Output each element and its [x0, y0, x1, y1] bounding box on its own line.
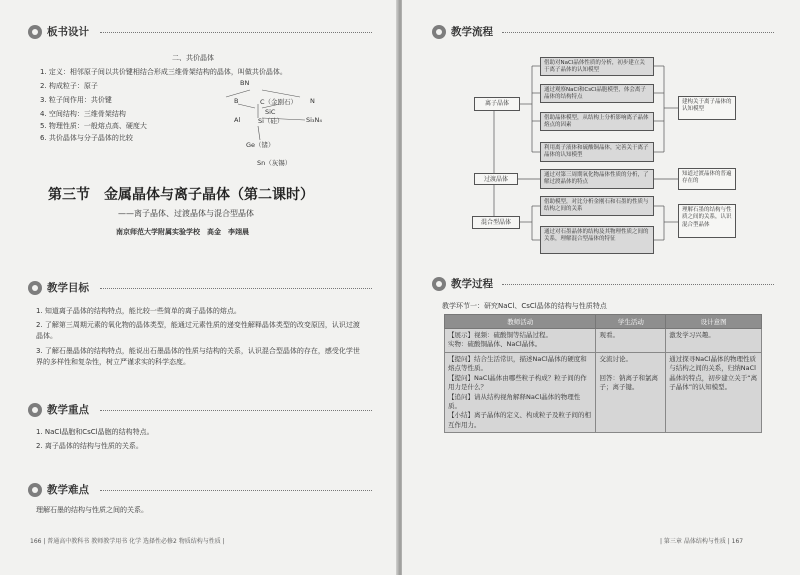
cell-student: 观看。 [596, 329, 666, 353]
diagram-al: Al [234, 116, 241, 124]
board-design-heading: 板书设计 [28, 24, 89, 39]
flow-step: 借助模型，对比分析金刚石和石墨的性质与结构之间的关系 [540, 196, 654, 216]
board-item: 3. 粒子间作用：共价键 [40, 96, 112, 104]
diagram-b: B [234, 97, 239, 105]
key-point: 1. NaCl晶胞和CsCl晶胞的结构特点。 [36, 428, 154, 436]
board-item: 5. 物理性质：一般熔点高、硬度大 [40, 122, 147, 130]
board-title: 二、共价晶体 [172, 54, 214, 62]
process-table [444, 314, 762, 433]
section-icon [28, 483, 42, 497]
divider [100, 410, 372, 411]
section-icon [28, 403, 42, 417]
header-teacher: 教师活动 [445, 315, 596, 329]
flow-step: 通过观察NaCl和CsCl晶胞模型，体会离子晶体的结构特点 [540, 84, 654, 103]
diagram-si: Si（硅） [258, 117, 284, 125]
diagram-bn: BN [240, 79, 250, 87]
flow-node-ionic: 离子晶体 [474, 97, 520, 111]
goal-item: 2. 了解第三周期元素的氧化物的晶体类型，能通过元素性质的递变性解释晶体类型的改变原因，认识过渡晶体。 [36, 321, 360, 341]
goal-item: 3. 了解石墨晶体的结构特点，能说出石墨晶体的性质与结构的关系，认识混合型晶体的存在，感受化学世界的多样性和复杂性，树立严谨求实的科学态度。 [36, 347, 360, 367]
table-row [445, 352, 762, 432]
flow-step: 通过对石墨晶体的结构及其物理性质之间的关系，理解混合型晶体的特征 [540, 226, 654, 254]
table-row [445, 329, 762, 353]
left-page [0, 0, 398, 575]
section-icon [28, 281, 42, 295]
diagram-n: N [310, 97, 315, 105]
header-intent: 设计意图 [666, 315, 762, 329]
diagram-sn: Sn（灰锡） [257, 159, 292, 167]
key-point: 2. 离子晶体的结构与性质的关系。 [36, 442, 143, 450]
process-caption: 教学环节一：研究NaCl、CsCl晶体的结构与性质特点 [442, 302, 607, 310]
diagram-c: C（金刚石） [260, 98, 298, 106]
difficulty-heading: 教学难点 [28, 482, 89, 497]
board-item: 4. 空间结构：三维骨架结构 [40, 110, 126, 118]
goal-item: 1. 知道离子晶体的结构特点，能比较一些简单的离子晶体的熔点。 [36, 307, 241, 315]
left-footer: 166 | 普通高中教科书 教师教学用书 化学 选择性必修2 物质结构与性质 | [30, 538, 225, 545]
cell-student: 交流讨论。 回答：钠离子和氯离子；离子键。 [596, 352, 666, 432]
cell-teacher: 【提问】结合生活常识，描述NaCl晶体的硬度和熔点等性质。 【提问】NaCl晶体由哪些粒子构成？粒子间的作用力是什么？ 【追问】请从结构视角解释NaCl晶体的物理性质。 【小结】离子晶体的定义、构成粒子及粒子间的相互作用力。 [445, 352, 596, 432]
goals-heading: 教学目标 [28, 280, 89, 295]
flow-node-transition: 过渡晶体 [474, 173, 518, 185]
flow-outcome: 理解石墨的结构与性质之间的关系，认识混合型晶体 [678, 204, 736, 238]
difficulty-point: 理解石墨的结构与性质之间的关系。 [36, 506, 148, 514]
board-item: 2. 构成粒子：原子 [40, 82, 98, 90]
diagram-sic: SiC [265, 108, 276, 116]
cell-teacher: 【展示】视频：硫酸铜等结晶过程。 实物：硫酸铜晶体、NaCl晶体。 [445, 329, 596, 353]
lesson-title: 第三节 金属晶体与离子晶体（第二课时） [48, 187, 314, 203]
cell-intent: 通过探寻NaCl晶体的物理性质与结构之间的关系，归纳NaCl晶体的特点，初步建立关于“离子晶体”的认知模型。 [666, 352, 762, 432]
divider [100, 490, 372, 491]
cell-intent: 激发学习兴趣。 [666, 329, 762, 353]
flow-node-mixed: 混合型晶体 [472, 216, 520, 229]
diagram-ge: Ge（锗） [246, 141, 275, 149]
key-points-heading: 教学重点 [28, 402, 89, 417]
author: 南京师范大学附属实验学校 高金 李翊晨 [116, 228, 249, 236]
flow-outcome: 建构关于离子晶体的认知模型 [678, 96, 736, 120]
process-heading: 教学过程 [432, 276, 493, 291]
board-item: 1. 定义：相邻原子间以共价键相结合形成三维骨架结构的晶体，叫做共价晶体。 [40, 68, 287, 76]
board-item: 6. 共价晶体与分子晶体的比较 [40, 134, 133, 142]
flow-step: 借助对NaCl晶体性质的分析，初步建立关于离子晶体的认知模型 [540, 57, 654, 76]
flow-step: 利用离子液体和硫酸铜晶体，完善关于离子晶体的认知模型 [540, 142, 654, 162]
table-header-row [445, 315, 762, 329]
divider [502, 284, 774, 285]
element-diagram-lines [0, 0, 398, 200]
lesson-subtitle: ——离子晶体、过渡晶体与混合型晶体 [118, 209, 254, 218]
divider [100, 288, 372, 289]
flow-step: 借助晶体模型，从结构上分析影响离子晶体熔点的因素 [540, 112, 654, 131]
flow-outcome: 知道过渡晶体的普遍存在的 [678, 168, 736, 190]
flow-step: 通过对第三周期氧化物晶体性质的分析，了解过渡晶体的特点 [540, 169, 654, 189]
right-page [402, 0, 800, 575]
diagram-si3n4: Si₃N₄ [306, 116, 323, 124]
right-footer: | 第三章 晶体结构与性质 | 167 [660, 538, 744, 545]
header-student: 学生活动 [596, 315, 666, 329]
flow-heading: 教学流程 [432, 24, 493, 39]
section-icon [432, 277, 446, 291]
